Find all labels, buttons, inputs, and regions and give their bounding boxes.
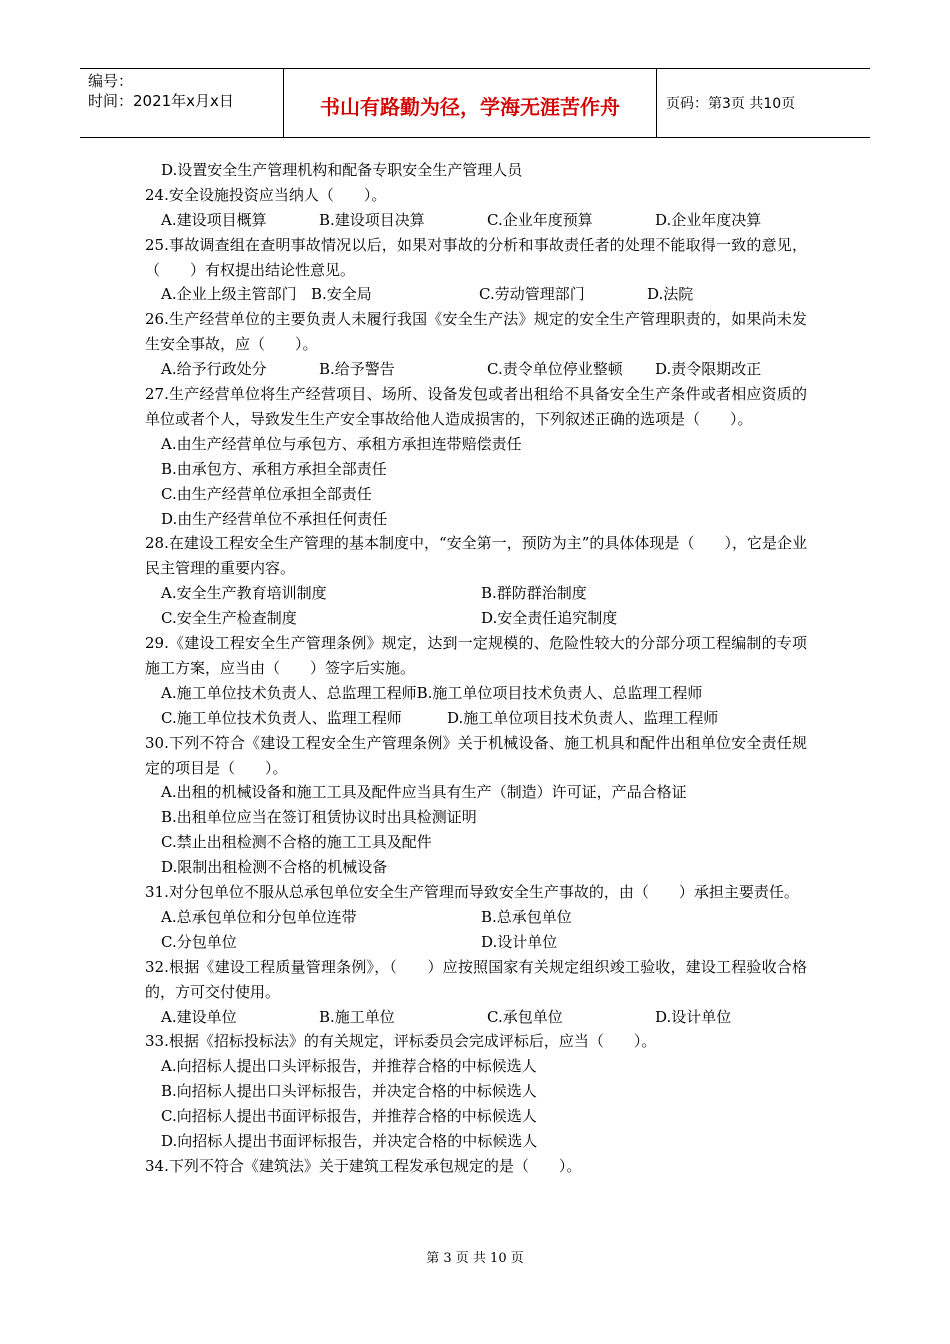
option: C.企业年度预算 [487, 210, 593, 229]
option: A.总承包单位和分包单位连带 [161, 907, 357, 926]
question-27: 27.生产经营单位将生产经营项目、场所、设备发包或者出租给不具备安全生产条件或者相应资质的单位或者个人，导致发生生产安全事故给他人造成损害的，下列叙述正确的选项是（ ）。 [145, 385, 807, 428]
option: C.安全生产检查制度 [161, 609, 297, 628]
option: D.由生产经营单位不承担任何责任 [161, 509, 388, 528]
date-line: 时间：2021年x月x日 [88, 92, 234, 110]
question-28-options [145, 606, 807, 631]
option: C.向招标人提出书面评标报告，并推荐合格的中标候选人 [161, 1107, 537, 1126]
question-30: 30.下列不符合《建设工程安全生产管理条例》关于机械设备、施工机具和配件出租单位安全责任规定的项目是（ ）。 [145, 733, 807, 777]
question-24: 24.安全设施投资应当纳人（ ）。 [145, 185, 387, 204]
question-25: 25.事故调查组在查明事故情况以后，如果对事故的分析和事故责任者的处理不能取得一致的意见，（ ）有权提出结论性意见。 [145, 235, 807, 279]
option: A.建设单位 [161, 1007, 237, 1026]
option: C.分包单位 [161, 932, 237, 951]
header-page-info: 页码：第3页 共10页 [666, 96, 796, 112]
option: C.责令单位停业整顿 [487, 360, 623, 379]
option: B.施工单位 [319, 1007, 395, 1026]
option: B.出租单位应当在签订租赁协议时出具检测证明 [161, 808, 477, 827]
option: B.建设项目决算 [319, 210, 425, 229]
question-24-options [145, 208, 807, 233]
header-meta [88, 71, 234, 111]
option: C.禁止出租检测不合格的施工工具及配件 [161, 833, 432, 852]
serial-label: 编号： [88, 72, 134, 90]
header-motto: 书山有路勤为径，学海无涯苦作舟 [320, 95, 620, 119]
option: D.向招标人提出书面评标报告，并决定合格的中标候选人 [161, 1131, 538, 1150]
option: C.由生产经营单位承担全部责任 [161, 484, 372, 503]
question-31-options [145, 930, 807, 955]
option: D.安全责任追究制度 [481, 609, 618, 628]
question-29: 29.《建设工程安全生产管理条例》规定，达到一定规模的、危险性较大的分部分项工程编制的专项施工方案，应当由（ ）签字后实施。 [145, 634, 807, 677]
option: C.劳动管理部门 [479, 285, 585, 304]
option: A.建设项目概算 [161, 210, 267, 229]
page-header [80, 68, 870, 138]
option: B.安全局 [311, 285, 372, 304]
question-25-options [145, 282, 807, 307]
option: A.出租的机械设备和施工工具及配件应当具有生产（制造）许可证，产品合格证 [161, 783, 687, 802]
question-26-options [145, 357, 807, 382]
document-body [145, 158, 807, 1179]
option: D.施工单位项目技术负责人、监理工程师 [447, 708, 719, 727]
option: C.施工单位技术负责人、监理工程师 [161, 708, 402, 727]
option: B.由承包方、承租方承担全部责任 [161, 459, 387, 478]
question-33: 33.根据《招标投标法》的有关规定，评标委员会完成评标后，应当（ ）。 [145, 1032, 657, 1051]
question-31-options [145, 905, 807, 930]
question-28-options [145, 581, 807, 606]
option: B.总承包单位 [481, 907, 572, 926]
option: A.由生产经营单位与承包方、承租方承担连带赔偿责任 [161, 434, 522, 453]
option: B.向招标人提出口头评标报告，并决定合格的中标候选人 [161, 1082, 537, 1101]
question-32-options [145, 1005, 807, 1030]
option: D.责令限期改正 [655, 360, 762, 379]
option-line: D.设置安全生产管理机构和配备专职安全生产管理人员 [161, 161, 523, 179]
option: D.企业年度决算 [655, 210, 762, 229]
option: C.承包单位 [487, 1007, 563, 1026]
option: D.限制出租检测不合格的机械设备 [161, 858, 388, 877]
option: A.给予行政处分 [161, 360, 267, 379]
question-32: 32.根据《建设工程质量管理条例》，（ ）应按照国家有关规定组织竣工验收，建设工程验收合格的，方可交付使用。 [145, 957, 807, 1001]
header-divider [656, 69, 657, 137]
option: A.企业上级主管部门 [161, 285, 297, 304]
option: D.法院 [647, 285, 694, 304]
page-footer: 第 3 页 共 10 页 [426, 1251, 524, 1266]
question-29-options [145, 706, 807, 731]
question-26: 26.生产经营单位的主要负责人未履行我国《安全生产法》规定的安全生产管理职责的，如果尚未发生安全事故，应（ ）。 [145, 310, 807, 354]
option: B.给予警告 [319, 360, 395, 379]
option: D.设计单位 [655, 1007, 732, 1026]
option: A.安全生产教育培训制度 [161, 584, 327, 603]
option: B.群防群治制度 [481, 584, 587, 603]
question-34: 34.下列不符合《建筑法》关于建筑工程发承包规定的是（ ）。 [145, 1156, 582, 1175]
option: A.向招标人提出口头评标报告，并推荐合格的中标候选人 [161, 1057, 537, 1076]
option: D.设计单位 [481, 932, 558, 951]
option: A.施工单位技术负责人、总监理工程师B.施工单位项目技术负责人、总监理工程师 [161, 683, 703, 702]
question-28: 28.在建设工程安全生产管理的基本制度中，“安全第一，预防为主”的具体体现是（ ），它是企业民主管理的重要内容。 [145, 534, 807, 578]
question-31: 31.对分包单位不服从总承包单位安全生产管理而导致安全生产事故的，由（ ）承担主要责任。 [145, 883, 799, 902]
